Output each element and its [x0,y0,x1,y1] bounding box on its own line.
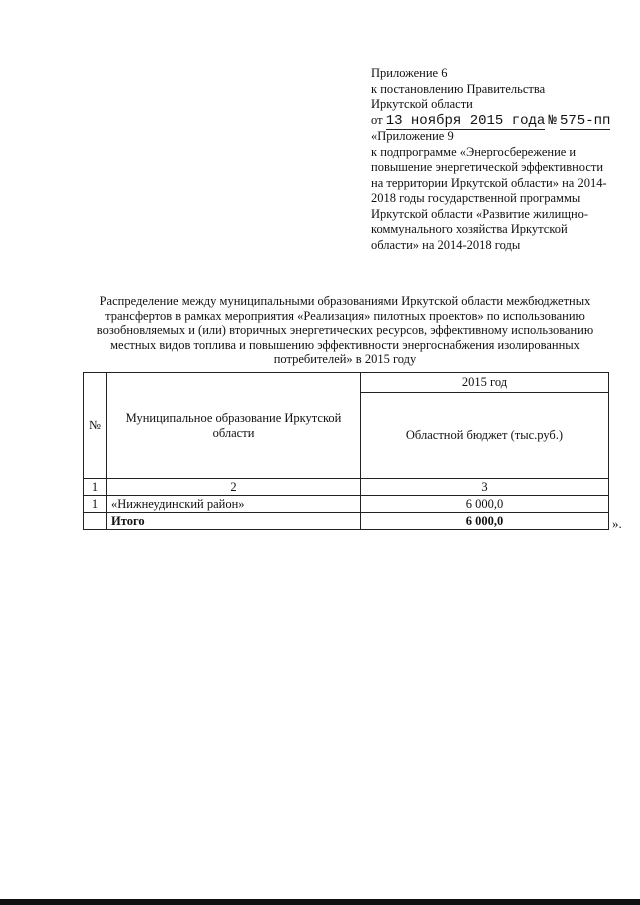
document-title: Распределение между муниципальными образованиями Иркутской области межбюджетных трансфертов в рамках мероприятия «Реализация» пилотных проектов» по использованию возобновляемых и (или) вторичных энергетических ресурсов, эффективному использованию местных видов топлива и повышению эффективности энергоснабжения изолированных потребителей» в 2015 году [96,294,594,366]
header-municipality: Муниципальное образование Иркутской области [107,373,361,479]
annex-number: Приложение 6 [371,66,448,80]
annex-quote: «Приложение 9 [371,129,454,143]
index-cell: 1 [84,479,107,496]
annex-no-sign: № [548,112,557,129]
scan-edge [0,899,640,905]
total-value: 6 000,0 [361,513,609,530]
header-budget: Областной бюджет (тыс.руб.) [361,393,609,479]
distribution-table [83,372,609,530]
annex-ref: к постановлению Правительства [371,81,546,96]
row-municipality: «Нижнеудинский район» [107,496,361,513]
annex-region: Иркутской области [371,97,473,111]
annex-program: к подпрограмме «Энергосбережение и повышение энергетической эффективности на территории Иркутской области» на 2014-2018 годы государственной программы Иркутской области «Развитие жилищно-коммунального хозяйства Иркутской области» на 2014-2018 годы [371,144,607,252]
total-num [84,513,107,530]
total-row [84,513,609,530]
header-num: № [84,373,107,479]
total-label: Итого [107,513,361,530]
annex-date-line [371,113,616,130]
annex-from: от [371,112,383,127]
closing-quote: ». [612,516,622,531]
annex-doc-number: 575-пп [559,112,611,129]
annex-date: 13 ноября 2015 года [385,112,546,129]
table-row [84,496,609,513]
row-num: 1 [84,496,107,513]
header-year: 2015 год [361,373,609,393]
row-value: 6 000,0 [361,496,609,513]
index-cell: 3 [361,479,609,496]
index-cell: 2 [107,479,361,496]
annex-header [371,66,616,253]
